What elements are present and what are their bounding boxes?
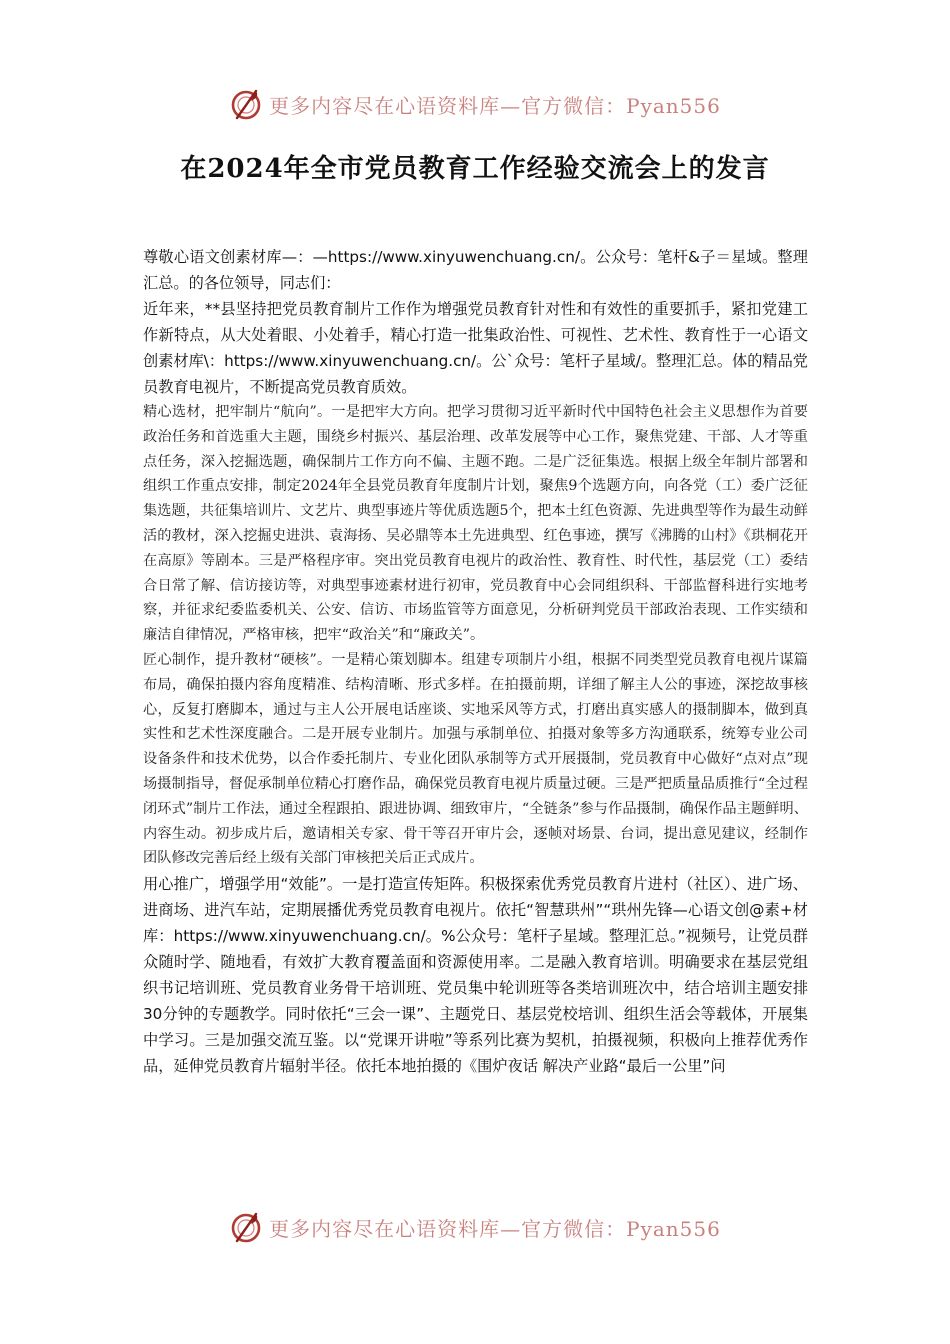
section-production-paragraph: 匠心制作，提升教材“硬核”。一是精心策划脚本。组建专项制片小组，根据不同类型党员教育电视片谋篇布局，确保拍摄内容角度精准、结构清晰、形式多样。在拍摄前期，详细了解主人公的事迹，深挖故事核心，反复打磨脚本，通过与主人公开展电话座谈、实地采风等方式，打磨出真实感人的摄制脚本，做到真实性和艺术性深度融合。二是开展专业制片。加强与承制单位、拍摄对象等多方沟通联系，统筹专业公司设备条件和技术优势，以合作委托制片、专业化团队承制等方式开展摄制，党员教育中心做好“点对点”现场摄制指导，督促承制单位精心打磨作品，确保党员教育电视片质量过硬。三是严把质量品质推行“全过程闭环式”制片工作法，通过全程跟拍、跟进协调、细致审片，“全链条”参与作品摄制，确保作品主题鲜明、内容生动。初步成片后，邀请相关专家、骨干等召开审片会，逐帧对场景、台词，提出意见建议，经制作团队修改完善后经上级有关部门审核把关后正式成片。 (143, 651, 808, 867)
section-selection-paragraph: 精心选材，把牢制片“航向”。一是把牢大方向。把学习贯彻习近平新时代中国特色社会主义思想作为首要政治任务和首选重大主题，围绕乡村振兴、基层治理、改革发展等中心工作，聚焦党建、干部、人才等重点任务，深入挖掘选题，确保制片工作方向不偏、主题不跑。二是广泛征集选。根据上级全年制片部署和组织工作重点安排，制定2024年全县党员教育年度制片计划，聚焦9个选题方向，向各党（工）委广泛征集选题，共征集培训片、文艺片、典型事迹片等优质选题5个，把本土红色资源、先进典型等作为最生动鲜活的教材，深入挖掘史进洪、袁海扬、吴必鼎等本土先进典型、红色事迹，撰写《沸腾的山村》《珙桐花开在高原》等剧本。三是严格程序审。突出党员教育电视片的政治性、教育性、时代性，基层党（工）委结合日常了解、信访接访等，对典型事迹素材进行初审，党员教育中心会同组织科、干部监督科进行实地考察，并征求纪委监委机关、公安、信访、市场监管等方面意见，分析研判党员干部政治表现、工作实绩和廉洁自律情况，严格审核，把牢“政治关”和“廉政关”。 (143, 404, 808, 644)
quill-logo-icon (229, 87, 263, 121)
salutation-paragraph: 尊敬心语文创素材库—：—https://www.xinyuwenchuang.cn/。公众号：笔杆&子＝星域。整理汇总。的各位领导，同志们： (143, 248, 808, 292)
footer-watermark-banner (0, 1207, 950, 1247)
watermark-text: 更多内容尽在心语资料库—官方微信：Pyan556 (269, 93, 721, 118)
document-body (143, 244, 808, 1079)
section-promotion-paragraph: 用心推广，增强学用“效能”。一是打造宣传矩阵。积极探索优秀党员教育片进村（社区）、进广场、进商场、进汽车站，定期展播优秀党员教育电视片。依托“智慧珙州”“珙州先锋—心语文创@素+材库：https://www.xinyuwenchuang.cn/。%公众号：笔杆子星域。整理汇总。”视频号，让党员群众随时学、随地看，有效扩大教育覆盖面和资源使用率。二是融入教育培训。明确要求在基层党组织书记培训班、党员教育业务骨干培训班、党员集中轮训班等各类培训班次中，结合培训主题安排30分钟的专题教学。同时依托“三会一课”、主题党日、基层党校培训、组织生活会等载体，开展集中学习。三是加强交流互鉴。以“党课开讲啦”等系列比赛为契机，拍摄视频，积极向上推荐优秀作品，延伸党员教育片辐射半径。依托本地拍摄的《围炉夜话 解决产业路“最后一公里”问 (143, 875, 808, 1076)
quill-logo-icon (229, 1210, 263, 1244)
header-watermark-banner (0, 84, 950, 124)
page-title: 在2024年全市党员教育工作经验交流会上的发言 (180, 154, 770, 184)
intro-paragraph: 近年来，**县坚持把党员教育制片工作作为增强党员教育针对性和有效性的重要抓手，紧扣党建工作新特点，从大处着眼、小处着手，精心打造一批集政治性、可视性、艺术性、教育性于一心语文创素材库\：https://www.xinyuwenchuang.cn/。公`众号：笔杆子星域/。整理汇总。体的精品党员教育电视片，不断提高党员教育质效。 (143, 300, 808, 396)
watermark-text: 更多内容尽在心语资料库—官方微信：Pyan556 (269, 1216, 721, 1241)
